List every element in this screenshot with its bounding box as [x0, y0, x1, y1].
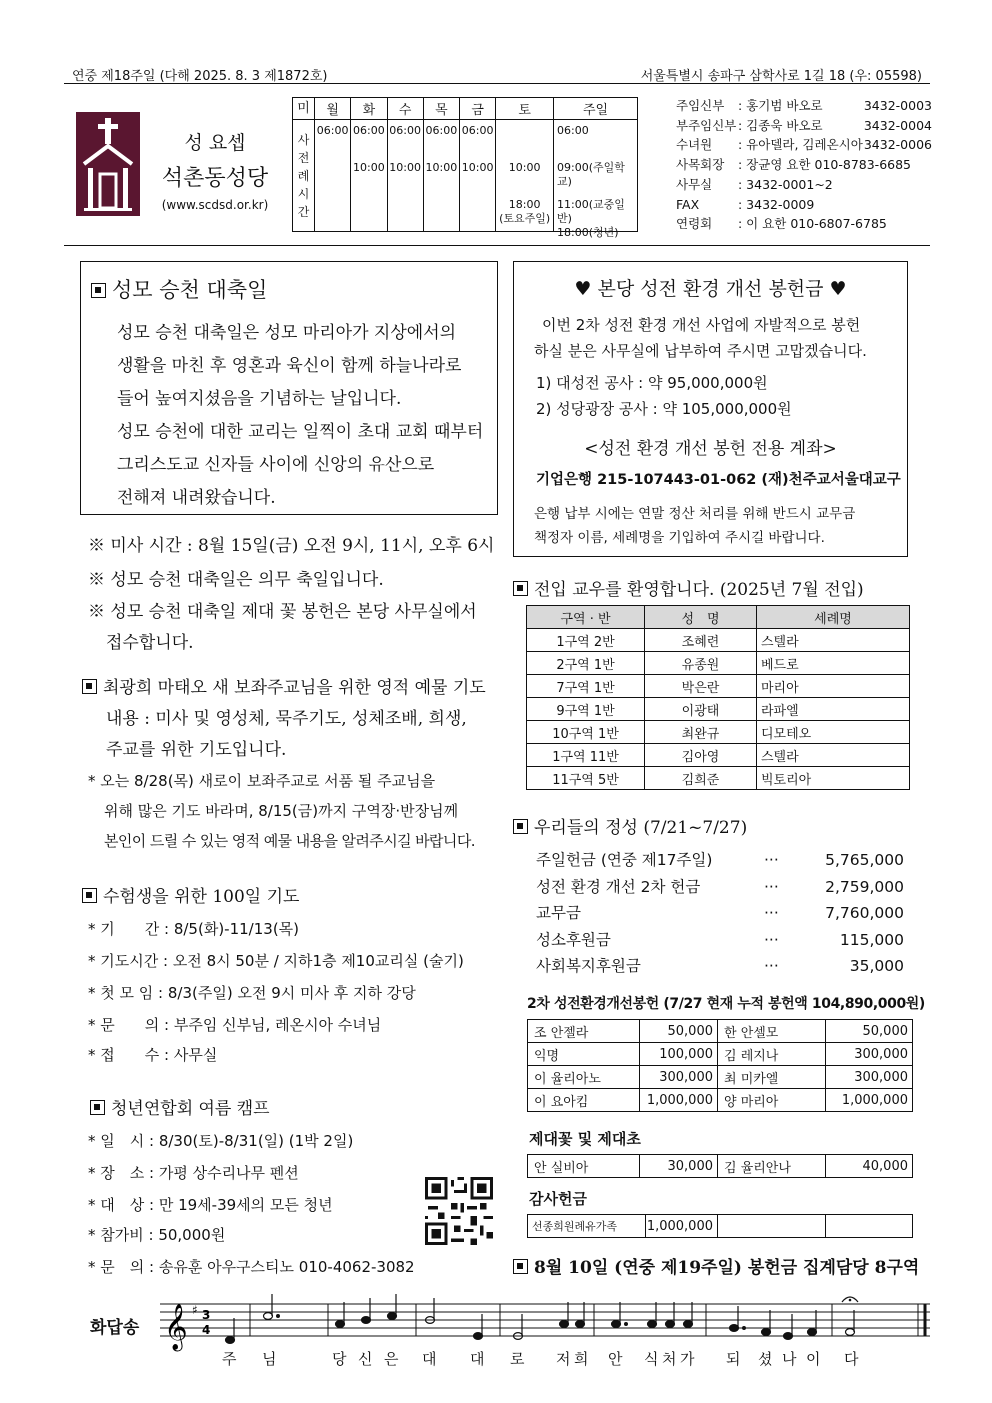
list-item: 사회복지후원금 ··· 35,000	[536, 957, 904, 975]
assumption-body: 성모 승천 대축일은 성모 마리아가 지상에서의	[117, 323, 457, 343]
section-marker-icon	[90, 1100, 105, 1115]
table-row: 1구역 11반 김아영 스텔라	[527, 744, 910, 767]
exam-prayer-item: * 기도시간 : 오전 8시 50분 / 지하1층 제10교리실 (술기)	[88, 952, 464, 970]
church-icon	[76, 112, 140, 216]
renovation-line: 이번 2차 성전 환경 개선 사업에 자발적으로 봉헌	[542, 316, 861, 334]
youth-camp-item: * 참가비 : 50,000원	[88, 1226, 226, 1244]
church-patron: 성 요셉	[184, 132, 246, 154]
renovation-line: 하실 분은 사무실에 납부하여 주시면 고맙겠습니다.	[534, 342, 867, 360]
lyric-syllable: 다	[844, 1350, 859, 1368]
day-header: 금	[460, 98, 496, 120]
renovation-box	[513, 261, 908, 557]
schedule-wed: 06:00 10:00	[387, 120, 423, 232]
table-row: 7구역 1반 박은란 마리아	[527, 675, 910, 698]
renovation-note: 책정자 이름, 세례명을 기입하여 주시길 바랍니다.	[534, 530, 825, 546]
day-header: 목	[423, 98, 459, 120]
schedule-mon: 06:00	[315, 120, 351, 232]
svg-text:3: 3	[202, 1308, 211, 1322]
lyric-syllable: 가	[680, 1350, 695, 1368]
lyric-syllable: 희	[574, 1350, 589, 1368]
exam-prayer-item: * 첫 모 임 : 8/3(주일) 오전 9시 미사 후 지하 강당	[88, 984, 416, 1002]
youth-camp-item: * 장 소 : 가평 상수리나무 펜션	[88, 1164, 299, 1182]
assumption-body: 그리스도교 신자들 사이에 신앙의 유산으로	[117, 455, 435, 475]
table-header: 성 명	[645, 606, 757, 629]
section-marker-icon	[513, 819, 528, 834]
staff-row: 수녀원 : 유아델라, 김레온시아 3432-0006	[676, 137, 932, 153]
obligation-note: ※ 성모 승천 대축일은 의무 축일입니다.	[88, 570, 384, 590]
schedule-tue: 06:00 10:00	[351, 120, 387, 232]
bishop-prayer-title: 최광희 마태오 새 보좌주교님을 위한 영적 예물 기도	[82, 673, 486, 698]
lyric-syllable: 님	[262, 1350, 277, 1368]
bishop-prayer-line: 주교를 위한 기도입니다.	[106, 740, 287, 760]
lyric-syllable: 신	[358, 1350, 373, 1368]
lyric-syllable: 이	[806, 1350, 821, 1368]
church-name	[150, 128, 280, 212]
church-title: 석촌동성당	[161, 166, 269, 191]
schedule-thu: 06:00 10:00	[423, 120, 459, 232]
psalm-lyrics	[160, 1348, 860, 1372]
list-item: 주일헌금 (연중 제17주일) ··· 5,765,000	[536, 851, 904, 869]
renovation-account-title: <성전 환경 개선 봉헌 전용 계좌>	[584, 439, 837, 459]
lyric-syllable: 처	[662, 1350, 677, 1368]
exam-prayer-item: * 문 의 : 부주임 신부님, 레온시아 수녀님	[88, 1016, 382, 1034]
renovation-donors-title: 2차 성전환경개선봉헌 (7/27 현재 누적 봉헌액 104,890,000원)	[527, 996, 925, 1012]
youth-camp-item: * 대 상 : 만 19세-39세의 모든 청년	[88, 1196, 333, 1214]
list-item: 성소후원금 ··· 115,000	[536, 930, 904, 949]
renovation-title: ♥ 본당 성전 환경 개선 봉헌금 ♥	[574, 278, 847, 300]
staff-contacts	[676, 96, 932, 234]
table-row: 이 요아킴 1,000,000 양 마리아 1,000,000	[528, 1089, 913, 1112]
newcomers-table	[526, 605, 910, 790]
table-row: 2구역 1반 유종원 베드로	[527, 652, 910, 675]
schedule-sat: 10:00 18:00 (토요주일)	[496, 120, 554, 232]
bishop-prayer-note: 위해 많은 기도 바라며, 8/15(금)까지 구역장·반장님께	[104, 802, 459, 820]
staff-row: 사무실 : 3432-0001~2	[676, 176, 833, 192]
psalm-label: 화답송	[90, 1318, 140, 1338]
qr-code[interactable]	[425, 1177, 493, 1245]
renovation-donors-table	[527, 1019, 913, 1112]
thanks-offerings-title: 감사헌금	[529, 1190, 587, 1208]
day-header: 월	[315, 98, 351, 120]
lyric-syllable: 나	[782, 1350, 797, 1368]
staff-row: 연령회 : 이 요한 010-6807-6785	[676, 216, 887, 232]
lyric-syllable: 로	[510, 1350, 525, 1368]
table-row: 익명 100,000 김 레지나 300,000	[528, 1043, 913, 1066]
exam-prayer-item: * 기 간 : 8/5(화)-11/13(목)	[88, 920, 300, 938]
assumption-body: 성모 승천에 대한 교리는 일찍이 초대 교회 때부터	[117, 422, 484, 442]
header-bar	[64, 62, 930, 84]
exam-prayer-title: 수험생을 위한 100일 기도	[82, 882, 299, 907]
table-row: 1구역 2반 조혜련 스텔라	[527, 629, 910, 652]
mass-schedule-table	[292, 97, 638, 239]
table-row: 안 실비아 30,000 김 율리안나 40,000	[528, 1155, 913, 1178]
list-item: 성전 환경 개선 2차 헌금 ··· 2,759,000	[536, 877, 904, 896]
section-marker-icon	[82, 679, 97, 694]
table-row: 이 율리아노 300,000 최 미카엘 300,000	[528, 1066, 913, 1089]
youth-camp-item: * 문 의 : 송유훈 아우구스티노 010-4062-3082	[88, 1258, 415, 1276]
table-row: 10구역 1반 최완규 디모테오	[527, 721, 910, 744]
bishop-prayer-line: 내용 : 미사 및 영성체, 묵주기도, 성체조배, 희생,	[106, 709, 467, 729]
staff-row: FAX : 3432-0009	[676, 196, 815, 212]
table-row: 11구역 5반 김희준 빅토리아	[527, 767, 910, 790]
svg-text:4: 4	[202, 1323, 211, 1337]
mass-time-note: ※ 미사 시간 : 8월 15일(금) 오전 9시, 11시, 오후 6시	[88, 536, 495, 556]
lyric-syllable: 당	[332, 1350, 347, 1368]
renovation-note: 은행 납부 시에는 연말 정산 처리를 위해 반드시 교무금	[534, 506, 856, 522]
thanks-offerings-table	[527, 1214, 913, 1238]
assumption-body: 생활을 마친 후 영혼과 육신이 함께 하늘나라로	[117, 356, 462, 376]
offerings-title: 우리들의 정성 (7/21~7/27)	[513, 813, 747, 838]
header-divider	[64, 245, 930, 246]
lyric-syllable: 되	[726, 1350, 741, 1368]
table-row: 선종희원례유가족 1,000,000	[528, 1215, 913, 1238]
treble-clef-icon: 𝄞	[164, 1304, 188, 1350]
issue-info: 연중 제18주일 (다해 2025. 8. 3 제1872호)	[72, 69, 328, 84]
table-row: 조 안젤라 50,000 한 안셀모 50,000	[528, 1020, 913, 1043]
lyric-syllable: 셨	[758, 1350, 773, 1368]
assumption-body: 전해져 내려왔습니다.	[117, 488, 276, 508]
day-header: 주일	[554, 98, 638, 120]
day-header: 토	[496, 98, 554, 120]
staff-row: 주임신부 : 홍기범 바오로 3432-0003	[676, 98, 932, 113]
assumption-box	[80, 261, 498, 515]
section-marker-icon	[82, 888, 97, 903]
youth-camp-title: 청년연합회 여름 캠프	[90, 1094, 270, 1119]
renovation-account: 기업은행 215-107443-01-062 (재)천주교서울대교구	[536, 472, 901, 488]
lyric-syllable: 저	[556, 1350, 571, 1368]
music-staff	[160, 1292, 932, 1388]
lyric-syllable: 안	[608, 1350, 623, 1368]
assumption-body: 들어 높여지셨음을 기념하는 날입니다.	[117, 389, 402, 409]
lyric-syllable: 은	[384, 1350, 399, 1368]
schedule-side-label: 사 전 례 시 간	[293, 120, 315, 232]
lyric-syllable: 대	[422, 1350, 437, 1368]
table-row: 9구역 1반 이광태 라파엘	[527, 698, 910, 721]
table-header: 세례명	[757, 606, 910, 629]
lyric-syllable: 대	[470, 1350, 485, 1368]
schedule-corner: 미	[293, 98, 315, 120]
staff-row: 부주임신부 : 김종욱 바오로 3432-0004	[676, 117, 932, 133]
schedule-sun: 06:00 09:00(주일학교) 11:00(교중일반) 18:00(청년)	[554, 120, 638, 232]
lyric-syllable: 주	[222, 1350, 237, 1368]
day-header: 수	[387, 98, 423, 120]
youth-camp-item: * 일 시 : 8/30(토)-8/31(일) (1박 2일)	[88, 1132, 354, 1150]
collection-duty: 8월 10일 (연중 제19주일) 봉헌금 집계담당 8구역	[513, 1253, 919, 1278]
church-logo	[76, 112, 140, 216]
lyric-syllable: 식	[644, 1350, 659, 1368]
section-marker-icon	[91, 283, 106, 298]
svg-text:♯: ♯	[192, 1303, 198, 1317]
day-header: 화	[351, 98, 387, 120]
altar-offerings-title: 제대꽃 및 제대초	[529, 1130, 641, 1148]
altar-flower-note: ※ 성모 승천 대축일 제대 꽃 봉헌은 본당 사무실에서	[88, 602, 477, 622]
altar-flower-note-cont: 접수합니다.	[106, 633, 194, 653]
offerings-list	[536, 847, 904, 980]
renovation-line: 2) 성당광장 공사 : 약 105,000,000원	[536, 400, 792, 418]
assumption-title: 성모 승천 대축일	[91, 274, 267, 304]
newcomers-title: 전입 교우를 환영합니다. (2025년 7월 전입)	[513, 575, 864, 600]
bishop-prayer-note: * 오는 8/28(목) 새로이 보좌주교로 서품 될 주교님을	[88, 772, 436, 790]
church-address: 서울특별시 송파구 삼학사로 1길 18 (우: 05598)	[640, 69, 922, 84]
altar-offerings-table	[527, 1154, 913, 1178]
list-item: 교무금 ··· 7,760,000	[536, 904, 904, 922]
table-header: 구역 · 반	[527, 606, 645, 629]
church-website[interactable]: (www.scdsd.or.kr)	[161, 198, 269, 212]
schedule-fri: 06:00 10:00	[460, 120, 496, 232]
exam-prayer-item: * 접 수 : 사무실	[88, 1046, 218, 1064]
bishop-prayer-note: 본인이 드릴 수 있는 영적 예물 내용을 알려주시길 바랍니다.	[104, 832, 475, 850]
section-marker-icon	[513, 1259, 528, 1274]
section-marker-icon	[513, 581, 528, 596]
renovation-line: 1) 대성전 공사 : 약 95,000,000원	[536, 374, 768, 392]
staff-row: 사목회장 : 장균영 요한 010-8783-6685	[676, 157, 912, 173]
